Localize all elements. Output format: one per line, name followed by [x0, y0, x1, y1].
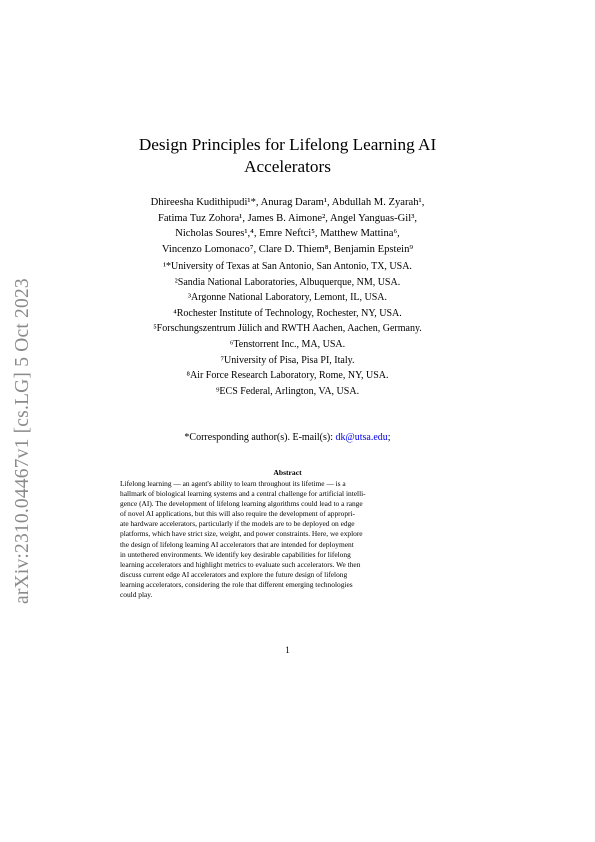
affiliation-line: ⁴Rochester Institute of Technology, Rochester, NY, USA. — [173, 307, 402, 319]
affiliation-line: ⁸Air Force Research Laboratory, Rome, NY, USA. — [186, 370, 389, 382]
title-line: Design Principles for Lifelong Learning AI — [138, 135, 437, 154]
affiliation-line: ⁹ECS Federal, Arlington, VA, USA. — [215, 385, 360, 397]
page-number: 1 — [285, 645, 290, 655]
abstract-line: the design of lifelong learning AI accelerators that are intended for deployment — [120, 539, 354, 549]
affiliation-line: ⁵Forschungszentrum Jülich and RWTH Aachen, Aachen, Germany. — [153, 323, 422, 335]
affiliation-line: ⁶Tenstorrent Inc., MA, USA. — [229, 338, 346, 350]
affiliation-list — [60, 259, 515, 399]
author-line: Fatima Tuz Zohora¹, James B. Aimone², Angel Yanguas-Gil³, — [157, 212, 418, 224]
abstract-line: learning accelerators, considering the role that different emerging technologies — [120, 579, 353, 589]
arxiv-identifier-text: arXiv:2310.04467v1 [cs.LG] 5 Oct 2023 — [12, 278, 33, 604]
corresponding-author — [60, 432, 515, 443]
abstract-line: in untethered environments. We identify key desirable capabilities for lifelong — [120, 549, 351, 559]
abstract-line: could play. — [120, 590, 153, 600]
abstract-line: gence (AI). The development of lifelong learning algorithms could lead to a range — [120, 499, 363, 509]
abstract-line: of novel AI applications, but this will also require the development of appropri- — [120, 509, 356, 519]
abstract-body — [120, 479, 454, 600]
author-line: Dhireesha Kudithipudi¹*, Anurag Daram¹, Abdullah M. Zyarah¹, — [150, 197, 425, 208]
corresponding-label: *Corresponding author(s). E-mail(s): — [184, 432, 336, 443]
paper-title — [60, 134, 515, 178]
abstract-line: platforms, which have strict size, weight, and power constraints. Here, we explore — [120, 529, 363, 539]
author-line: Vincenzo Lomonaco⁷, Clare D. Thiem⁸, Benjamin Epstein⁹ — [161, 243, 414, 255]
affiliation-line: ¹*University of Texas at San Antonio, San Antonio, TX, USA. — [163, 261, 412, 272]
affiliation-line: ³Argonne National Laboratory, Lemont, IL, USA. — [187, 292, 388, 304]
affiliation-line: ²Sandia National Laboratories, Albuquerque, NM, USA. — [174, 276, 401, 288]
abstract-line: discuss current edge AI accelerators and explore the future design of lifelong — [120, 569, 348, 579]
author-line: Nicholas Soures¹,⁴, Emre Neftci⁵, Matthew Mattina⁶, — [175, 228, 400, 239]
corresponding-suffix: ; — [387, 432, 391, 443]
email-link[interactable]: dk@utsa.edu — [335, 432, 388, 443]
abstract-line: ate hardware accelerators, particularly if the models are to be deployed on edge — [120, 519, 355, 529]
abstract-heading: Abstract — [273, 468, 302, 477]
abstract-line: Lifelong learning — an agent's ability to learn throughout its lifetime — is a — [120, 479, 346, 488]
title-line: Accelerators — [244, 157, 331, 176]
affiliation-line: ⁷University of Pisa, Pisa PI, Italy. — [220, 354, 355, 366]
abstract-line: learning accelerators and highlight metrics to evaluate such accelerators. We then — [120, 559, 361, 569]
author-list — [60, 195, 515, 257]
abstract-line: hallmark of biological learning systems and a central challenge for artificial intelli- — [120, 489, 366, 499]
